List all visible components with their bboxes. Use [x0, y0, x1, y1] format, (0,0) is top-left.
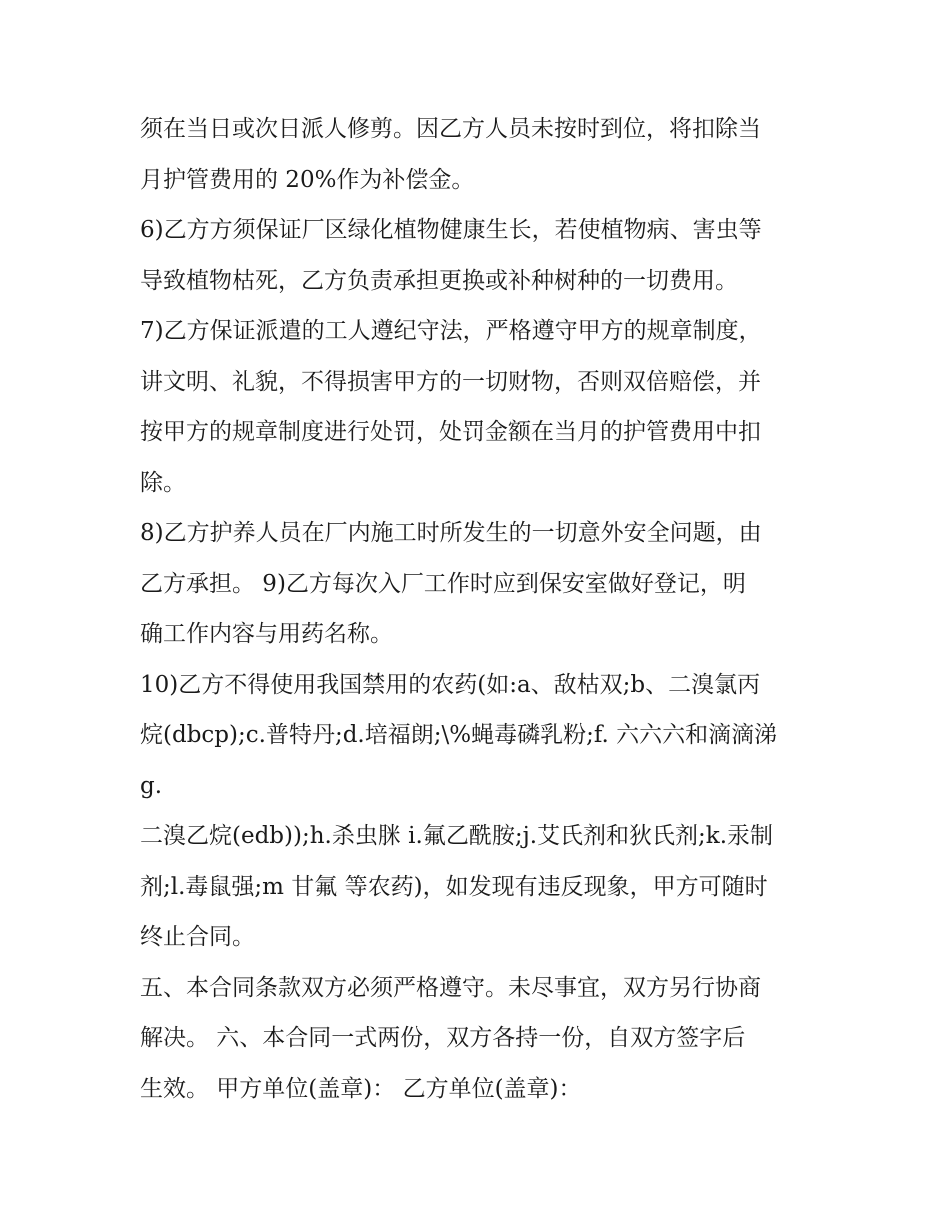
text-line: 乙方承担。 9)乙方每次入厂工作时应到保安室做好登记，明 [140, 570, 746, 597]
text-line: 7)乙方保证派遣的工人遵纪守法，严格遵守甲方的规章制度， [140, 318, 762, 344]
text-line: 生效。 甲方单位(盖章)： 乙方单位(盖章)： [140, 1075, 582, 1102]
text-line: 五、本合同条款双方必须严格遵守。未尽事宜，双方另行协商 [140, 974, 761, 1001]
text-line: 10)乙方不得使用我国禁用的农药(如:a、敌枯双;b、二溴氯丙 [140, 671, 761, 698]
text-line: 8)乙方护养人员在厂内施工时所发生的一切意外安全问题，由 [140, 520, 762, 546]
text-line: 确工作内容与用药名称。 [140, 621, 393, 647]
text-line: 讲文明、礼貌，不得损害甲方的一切财物，否则双倍赔偿，并 [140, 368, 761, 395]
text-line: 终止合同。 [140, 924, 255, 950]
text-line: 解决。 六、本合同一式两份，双方各持一份，自双方签字后 [140, 1025, 746, 1051]
document-body [140, 104, 820, 1114]
text-line: 剂;l.毒鼠强;m 甘氟 等农药)，如发现有违反现象，甲方可随时 [140, 873, 768, 900]
text-line: 烷(dbcp);c.普特丹;d.培福朗;\%蝇毒磷乳粉;f. 六六六和滴滴涕 [140, 722, 778, 748]
text-line: 6)乙方方须保证厂区绿化植物健康生长，若使植物病、害虫等 [140, 217, 762, 243]
text-line: 按甲方的规章制度进行处罚，处罚金额在当月的护管费用中扣 [140, 419, 761, 445]
text-line: 月护管费用的 20%作为补偿金。 [140, 166, 475, 193]
text-line: 导致植物枯死，乙方负责承担更换或补种树种的一切费用。 [140, 267, 738, 294]
text-line: g. [140, 772, 163, 799]
text-line: 二溴乙烷(edb));h.杀虫脒 i.氟乙酰胺;j.艾氏剂和狄氏剂;k.汞制 [140, 823, 774, 849]
text-line: 须在当日或次日派人修剪。因乙方人员未按时到位，将扣除当 [140, 116, 761, 142]
text-line: 除。 [140, 469, 186, 496]
